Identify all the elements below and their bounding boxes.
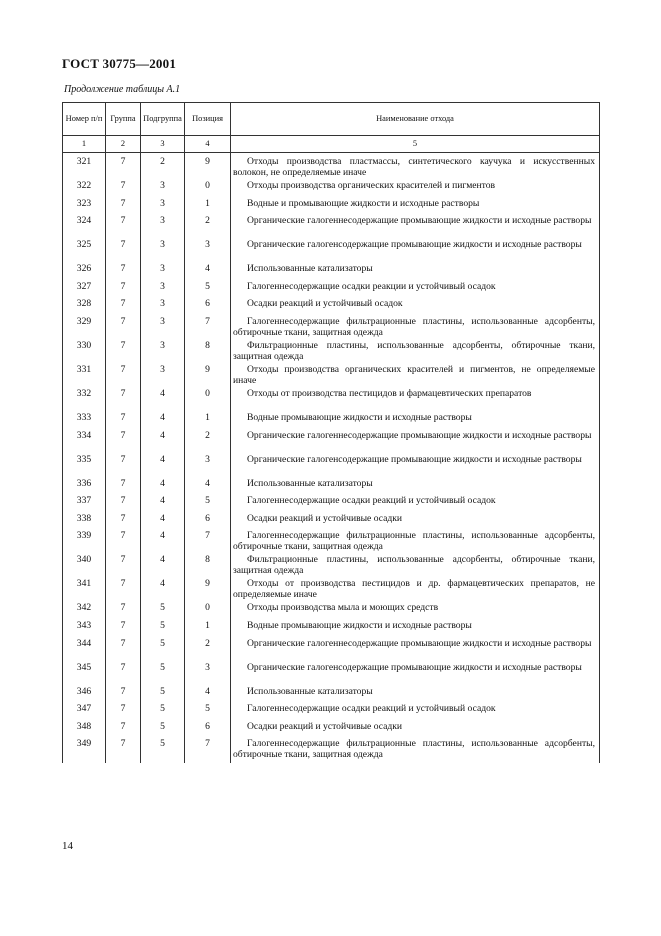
cell-group: 7 xyxy=(106,704,141,722)
cell-waste-name xyxy=(231,687,600,705)
cell-group: 7 xyxy=(106,555,141,579)
cell-number: 339 xyxy=(63,531,106,555)
cell-position: 0 xyxy=(185,603,231,621)
cell-position: 8 xyxy=(185,341,231,365)
col-number: 3 xyxy=(141,136,185,153)
cell-number: 345 xyxy=(63,663,106,687)
waste-name-text: Органические галогенсодержащие промывающие жидкости и исходные растворы xyxy=(247,453,582,465)
waste-name-text: Органические галогеннесодержащие промывающие жидкости и исходные растворы xyxy=(247,215,592,227)
cell-subgroup: 5 xyxy=(141,639,185,663)
waste-name-text: Отходы производства органических красителей и пигментов, не определяемые иначе xyxy=(233,363,595,386)
cell-subgroup: 5 xyxy=(141,704,185,722)
cell-waste-name xyxy=(231,704,600,722)
cell-group: 7 xyxy=(106,496,141,514)
cell-waste-name xyxy=(231,663,600,687)
col-header-position: Позиция xyxy=(185,103,231,136)
cell-group: 7 xyxy=(106,722,141,740)
col-number: 5 xyxy=(231,136,600,153)
cell-subgroup: 3 xyxy=(141,317,185,341)
cell-subgroup: 4 xyxy=(141,389,185,413)
cell-waste-name xyxy=(231,299,600,317)
table-row xyxy=(63,431,600,455)
table-row xyxy=(63,199,600,217)
cell-subgroup: 4 xyxy=(141,479,185,497)
cell-waste-name xyxy=(231,579,600,603)
cell-position: 2 xyxy=(185,216,231,240)
waste-name-text: Галогеннесодержащие фильтрационные пластины, использованные адсорбенты, обтирочные ткани, защитная одежда xyxy=(233,738,595,760)
waste-name-text: Отходы производства мыла и моющих средств xyxy=(247,602,439,614)
cell-number: 349 xyxy=(63,739,106,763)
waste-table xyxy=(62,102,600,763)
cell-waste-name xyxy=(231,603,600,621)
cell-group: 7 xyxy=(106,282,141,300)
cell-subgroup: 3 xyxy=(141,282,185,300)
cell-position: 7 xyxy=(185,317,231,341)
cell-waste-name xyxy=(231,621,600,639)
cell-number: 331 xyxy=(63,365,106,389)
waste-name-text: Галогеннесодержащие фильтрационные пластины, использованные адсорбенты, обтирочные ткани, защитная одежда xyxy=(233,530,595,552)
col-number: 2 xyxy=(106,136,141,153)
table-row xyxy=(63,496,600,514)
waste-name-text: Осадки реакций и устойчивые осадки xyxy=(247,512,403,524)
table-row xyxy=(63,704,600,722)
table-row xyxy=(63,317,600,341)
waste-name-text: Органические галогенсодержащие промывающие жидкости и исходные растворы xyxy=(247,661,582,673)
waste-name-text: Отходы от производства пестицидов и фармацевтических препаратов xyxy=(247,387,532,399)
cell-position: 1 xyxy=(185,199,231,217)
cell-waste-name xyxy=(231,722,600,740)
cell-number: 325 xyxy=(63,240,106,264)
cell-subgroup: 4 xyxy=(141,431,185,455)
cell-waste-name xyxy=(231,341,600,365)
cell-subgroup: 3 xyxy=(141,199,185,217)
cell-number: 341 xyxy=(63,579,106,603)
column-number-row xyxy=(63,136,600,153)
cell-subgroup: 5 xyxy=(141,722,185,740)
cell-number: 340 xyxy=(63,555,106,579)
table-body xyxy=(63,153,600,764)
waste-name-text: Фильтрационные пластины, использованные адсорбенты, обтирочные ткани, защитная одежда xyxy=(233,554,595,576)
cell-group: 7 xyxy=(106,299,141,317)
table-row xyxy=(63,413,600,431)
cell-position: 7 xyxy=(185,739,231,763)
cell-position: 3 xyxy=(185,240,231,264)
cell-number: 347 xyxy=(63,704,106,722)
col-header-group: Группа xyxy=(106,103,141,136)
cell-position: 1 xyxy=(185,621,231,639)
waste-name-text: Использованные катализаторы xyxy=(247,685,373,697)
cell-position: 5 xyxy=(185,496,231,514)
table-row xyxy=(63,153,600,182)
cell-position: 8 xyxy=(185,555,231,579)
table-row xyxy=(63,455,600,479)
cell-waste-name xyxy=(231,479,600,497)
cell-subgroup: 3 xyxy=(141,181,185,199)
cell-subgroup: 3 xyxy=(141,341,185,365)
waste-name-text: Осадки реакций и устойчивые осадки xyxy=(247,720,403,732)
table-row xyxy=(63,555,600,579)
waste-name-text: Отходы производства органических красителей и пигментов xyxy=(247,180,496,191)
cell-waste-name xyxy=(231,514,600,532)
waste-name-text: Органические галогеннесодержащие промывающие жидкости и исходные растворы xyxy=(247,429,592,441)
cell-subgroup: 4 xyxy=(141,413,185,431)
cell-position: 9 xyxy=(185,365,231,389)
table-row xyxy=(63,479,600,497)
cell-waste-name xyxy=(231,639,600,663)
cell-waste-name xyxy=(231,431,600,455)
cell-position: 0 xyxy=(185,181,231,199)
cell-position: 7 xyxy=(185,531,231,555)
cell-group: 7 xyxy=(106,687,141,705)
cell-group: 7 xyxy=(106,663,141,687)
cell-position: 6 xyxy=(185,299,231,317)
cell-position: 1 xyxy=(185,413,231,431)
cell-number: 335 xyxy=(63,455,106,479)
cell-waste-name xyxy=(231,199,600,217)
table-row xyxy=(63,621,600,639)
cell-subgroup: 5 xyxy=(141,739,185,763)
col-number: 4 xyxy=(185,136,231,153)
cell-waste-name xyxy=(231,389,600,413)
cell-group: 7 xyxy=(106,603,141,621)
cell-group: 7 xyxy=(106,341,141,365)
cell-group: 7 xyxy=(106,264,141,282)
cell-group: 7 xyxy=(106,317,141,341)
cell-position: 9 xyxy=(185,579,231,603)
table-row xyxy=(63,181,600,199)
cell-waste-name xyxy=(231,365,600,389)
cell-subgroup: 3 xyxy=(141,365,185,389)
col-header-name: Наименование отхода xyxy=(231,103,600,136)
cell-position: 5 xyxy=(185,282,231,300)
cell-waste-name xyxy=(231,282,600,300)
waste-name-text: Галогеннесодержащие фильтрационные пластины, использованные адсорбенты, обтирочные ткани, защитная одежда xyxy=(233,315,595,338)
table-row xyxy=(63,687,600,705)
cell-position: 4 xyxy=(185,687,231,705)
table-row xyxy=(63,663,600,687)
cell-waste-name xyxy=(231,531,600,555)
table-row xyxy=(63,739,600,763)
table-row xyxy=(63,389,600,413)
cell-group: 7 xyxy=(106,514,141,532)
cell-number: 338 xyxy=(63,514,106,532)
cell-waste-name xyxy=(231,181,600,199)
cell-position: 0 xyxy=(185,389,231,413)
table-row xyxy=(63,216,600,240)
waste-name-text: Водные и промывающие жидкости и исходные растворы xyxy=(247,197,480,209)
cell-number: 327 xyxy=(63,282,106,300)
cell-group: 7 xyxy=(106,199,141,217)
table-row xyxy=(63,240,600,264)
table-row xyxy=(63,341,600,365)
table-row xyxy=(63,531,600,555)
cell-group: 7 xyxy=(106,365,141,389)
cell-waste-name xyxy=(231,455,600,479)
cell-number: 328 xyxy=(63,299,106,317)
table-row xyxy=(63,579,600,603)
cell-subgroup: 5 xyxy=(141,663,185,687)
cell-number: 322 xyxy=(63,181,106,199)
cell-position: 5 xyxy=(185,704,231,722)
cell-subgroup: 5 xyxy=(141,603,185,621)
col-number: 1 xyxy=(63,136,106,153)
cell-subgroup: 4 xyxy=(141,531,185,555)
table-row xyxy=(63,639,600,663)
table-row xyxy=(63,299,600,317)
waste-name-text: Органические галогеннесодержащие промывающие жидкости и исходные растворы xyxy=(247,637,592,649)
cell-number: 342 xyxy=(63,603,106,621)
cell-number: 348 xyxy=(63,722,106,740)
col-header-subgroup: Подгруппа xyxy=(141,103,185,136)
waste-name-text: Отходы производства пластмассы, синтетического каучука и искусственных волокон, не определяемые иначе xyxy=(233,156,595,178)
cell-number: 324 xyxy=(63,216,106,240)
table-row xyxy=(63,603,600,621)
cell-subgroup: 3 xyxy=(141,240,185,264)
cell-subgroup: 4 xyxy=(141,514,185,532)
cell-waste-name xyxy=(231,496,600,514)
cell-position: 4 xyxy=(185,479,231,497)
waste-name-text: Осадки реакций и устойчивый осадок xyxy=(247,298,403,310)
cell-waste-name xyxy=(231,153,600,182)
cell-number: 346 xyxy=(63,687,106,705)
cell-waste-name xyxy=(231,739,600,763)
cell-position: 3 xyxy=(185,663,231,687)
cell-position: 6 xyxy=(185,722,231,740)
cell-position: 3 xyxy=(185,455,231,479)
waste-name-text: Галогеннесодержащие осадки реакции и устойчивый осадок xyxy=(247,280,496,292)
cell-subgroup: 3 xyxy=(141,264,185,282)
cell-group: 7 xyxy=(106,413,141,431)
cell-number: 329 xyxy=(63,317,106,341)
cell-waste-name xyxy=(231,317,600,341)
cell-number: 343 xyxy=(63,621,106,639)
cell-number: 334 xyxy=(63,431,106,455)
cell-group: 7 xyxy=(106,621,141,639)
cell-group: 7 xyxy=(106,455,141,479)
cell-group: 7 xyxy=(106,739,141,763)
cell-number: 326 xyxy=(63,264,106,282)
waste-name-text: Водные промывающие жидкости и исходные растворы xyxy=(247,411,472,423)
waste-name-text: Отходы от производства пестицидов и др. фармацевтических препаратов, не определяемые иначе xyxy=(233,578,595,600)
waste-name-text: Галогеннесодержащие осадки реакций и устойчивый осадок xyxy=(247,495,496,507)
waste-name-text: Галогеннесодержащие осадки реакций и устойчивый осадок xyxy=(247,703,496,715)
table-row xyxy=(63,514,600,532)
cell-number: 336 xyxy=(63,479,106,497)
cell-number: 323 xyxy=(63,199,106,217)
table-row xyxy=(63,722,600,740)
table-row xyxy=(63,282,600,300)
cell-group: 7 xyxy=(106,431,141,455)
waste-name-text: Использованные катализаторы xyxy=(247,477,373,489)
cell-group: 7 xyxy=(106,153,141,182)
cell-subgroup: 2 xyxy=(141,153,185,182)
cell-group: 7 xyxy=(106,579,141,603)
cell-group: 7 xyxy=(106,479,141,497)
cell-group: 7 xyxy=(106,216,141,240)
table-header-row xyxy=(63,103,600,136)
cell-waste-name xyxy=(231,240,600,264)
cell-waste-name xyxy=(231,413,600,431)
cell-subgroup: 3 xyxy=(141,299,185,317)
cell-position: 2 xyxy=(185,639,231,663)
cell-group: 7 xyxy=(106,240,141,264)
cell-position: 6 xyxy=(185,514,231,532)
cell-number: 337 xyxy=(63,496,106,514)
cell-subgroup: 4 xyxy=(141,455,185,479)
cell-subgroup: 4 xyxy=(141,579,185,603)
cell-group: 7 xyxy=(106,639,141,663)
cell-waste-name xyxy=(231,555,600,579)
cell-group: 7 xyxy=(106,181,141,199)
table-row xyxy=(63,264,600,282)
cell-waste-name xyxy=(231,216,600,240)
cell-group: 7 xyxy=(106,531,141,555)
cell-number: 332 xyxy=(63,389,106,413)
cell-number: 330 xyxy=(63,341,106,365)
page-number: 14 xyxy=(62,840,73,852)
cell-subgroup: 3 xyxy=(141,216,185,240)
cell-number: 344 xyxy=(63,639,106,663)
cell-position: 2 xyxy=(185,431,231,455)
document-title: ГОСТ 30775—2001 xyxy=(62,56,177,71)
cell-position: 4 xyxy=(185,264,231,282)
waste-name-text: Использованные катализаторы xyxy=(247,263,373,275)
waste-name-text: Водные промывающие жидкости и исходные растворы xyxy=(247,619,472,631)
cell-subgroup: 5 xyxy=(141,687,185,705)
cell-subgroup: 5 xyxy=(141,621,185,639)
cell-number: 333 xyxy=(63,413,106,431)
cell-waste-name xyxy=(231,264,600,282)
table-caption: Продолжение таблицы А.1 xyxy=(64,84,181,95)
table-row xyxy=(63,365,600,389)
waste-name-text: Органические галогенсодержащие промывающие жидкости и исходные растворы xyxy=(247,239,582,251)
cell-group: 7 xyxy=(106,389,141,413)
cell-subgroup: 4 xyxy=(141,555,185,579)
waste-name-text: Фильтрационные пластины, использованные адсорбенты, обтирочные ткани, защитная одежда xyxy=(233,339,595,362)
cell-subgroup: 4 xyxy=(141,496,185,514)
col-header-number: Номер п/п xyxy=(63,103,106,136)
cell-number: 321 xyxy=(63,153,106,182)
cell-position: 9 xyxy=(185,153,231,182)
